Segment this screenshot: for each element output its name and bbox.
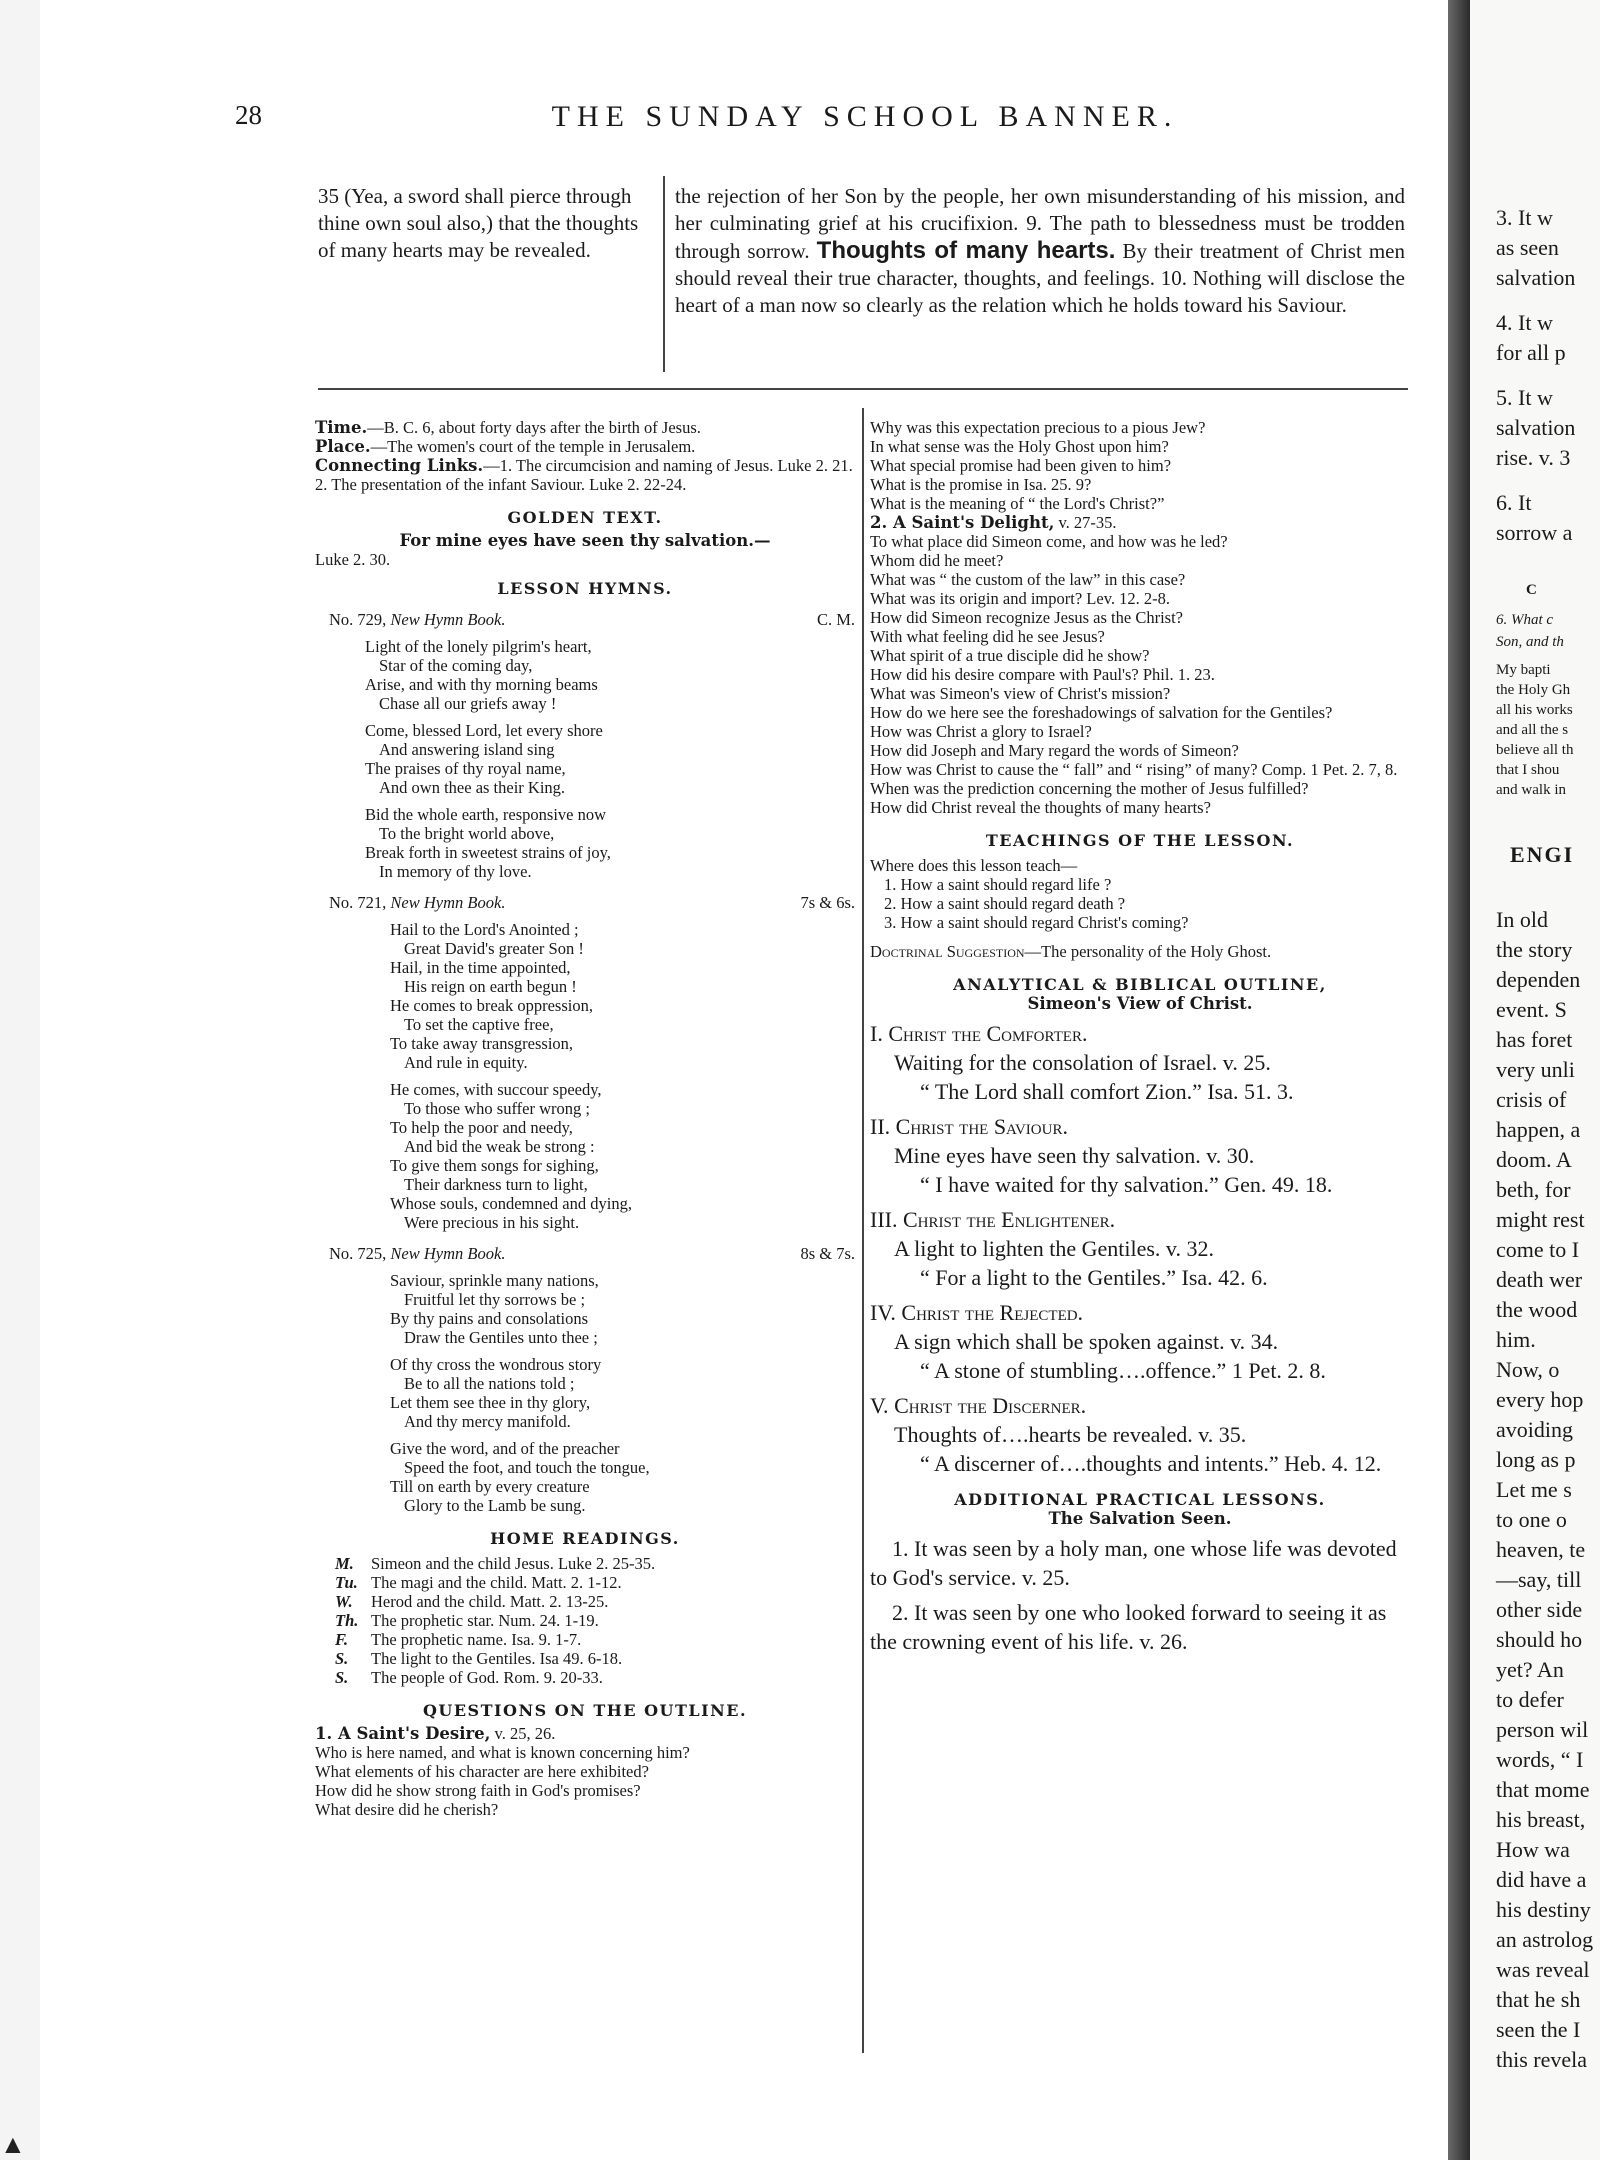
question-item: Whom did he meet?: [870, 551, 1004, 570]
question-item: How did Simeon recognize Jesus as the Christ?: [870, 608, 1183, 627]
hymn-list: [315, 610, 855, 1515]
hymn-line: To set the captive free,: [404, 1015, 554, 1034]
reading-day: Th.: [335, 1611, 359, 1630]
question-item: In what sense was the Holy Ghost upon him?: [870, 437, 1169, 456]
outline-line: Mine eyes have seen thy salvation. v. 30.: [894, 1143, 1255, 1168]
question-item: What elements of his character are here exhibited?: [315, 1762, 649, 1781]
teaching-item: 2. How a saint should regard death ?: [884, 894, 1126, 913]
outline-line: A light to lighten the Gentiles. v. 32.: [894, 1236, 1214, 1261]
reading-text: The people of God. Rom. 9. 20-33.: [371, 1668, 603, 1687]
facing-page-fragment: [1470, 0, 1600, 2160]
hymn-line: Come, blessed Lord, let every shore: [365, 721, 603, 740]
hymn-line: And thy mercy manifold.: [404, 1412, 571, 1431]
hymn-line: And own thee as their King.: [379, 778, 566, 797]
hymn-line: Fruitful let thy sorrows be ;: [404, 1290, 586, 1309]
reading-day: S.: [335, 1649, 349, 1668]
facing-page-text: doom. A: [1496, 1147, 1572, 1172]
facing-page-text: all his works: [1496, 702, 1573, 718]
hymn-line: Glory to the Lamb be sung.: [404, 1496, 586, 1515]
left-column: [315, 418, 855, 1819]
hymn-number: [329, 893, 505, 912]
golden-text-heading: GOLDEN TEXT.: [507, 508, 663, 527]
facing-page-text: 6. It: [1496, 490, 1532, 515]
facing-page-text: 3. It w: [1496, 205, 1553, 230]
hymn-no: No. 729,: [329, 610, 387, 629]
hymn-line: Whose souls, condemned and dying,: [390, 1194, 632, 1213]
additional-lessons-list: [870, 1534, 1410, 1656]
hymn-line: Bid the whole earth, responsive now: [365, 805, 607, 824]
facing-page-text: 4. It w: [1496, 310, 1553, 335]
hymn-meter: C. M.: [816, 610, 855, 629]
question-item: What special promise had been given to him?: [870, 456, 1172, 475]
facing-page-text: the story: [1496, 937, 1573, 962]
outline-title-text: Christ the Saviour.: [895, 1114, 1068, 1139]
home-reading-item: [335, 1554, 855, 1573]
golden-text-ref: Luke 2. 30.: [315, 550, 391, 569]
commentary-text-2: By their treatment of Christ men should reveal their true character, thoughts, and feelings. 10. Nothing will disclose the heart of a man now so clearly as the relation which he holds toward his Saviour.: [675, 239, 1406, 317]
hymn-line: And bid the weak be strong :: [404, 1137, 595, 1156]
hymn-line: By thy pains and consolations: [390, 1309, 588, 1328]
facing-page-text: rise. v. 3: [1496, 445, 1571, 470]
additional-lesson-item: 1. It was seen by a holy man, one whose life was devoted to God's service. v. 25.: [870, 1536, 1397, 1590]
facing-page-text: for all p: [1496, 340, 1566, 365]
facing-page-text: him.: [1496, 1327, 1536, 1352]
hymn-line: Of thy cross the wondrous story: [390, 1355, 602, 1374]
hymn-stanza: [315, 1355, 855, 1431]
facing-page-text: was reveal: [1496, 1957, 1590, 1982]
outline-numeral: I.: [870, 1021, 883, 1046]
hymn-stanza: [315, 1080, 855, 1232]
question-section-2-title: 2. A Saint's Delight, v. 27-35.: [870, 513, 1117, 532]
commentary: [675, 183, 1405, 319]
teachings-list: [870, 875, 1410, 932]
left-margin: [0, 0, 40, 2160]
hymn-line: Arise, and with thy morning beams: [365, 675, 598, 694]
horizontal-rule: [318, 388, 1408, 390]
commentary-heading: Thoughts of many hearts.: [816, 237, 1116, 264]
facing-page-text: person wil: [1496, 1717, 1589, 1742]
hymn-line: Light of the lonely pilgrim's heart,: [365, 637, 592, 656]
hymn-line: And rule in equity.: [404, 1053, 528, 1072]
hymn-line: Give the word, and of the preacher: [390, 1439, 620, 1458]
hymn-header: [315, 610, 855, 629]
hymn-line: He comes, with succour speedy,: [390, 1080, 602, 1099]
hymn-line: He comes to break oppression,: [390, 996, 593, 1015]
hymn-line: Draw the Gentiles unto thee ;: [404, 1328, 598, 1347]
outline-subheading: Simeon's View of Christ.: [1027, 994, 1253, 1013]
facing-page-text: should ho: [1496, 1627, 1583, 1652]
hymn-header: [315, 893, 855, 912]
hymn-meter: 8s & 7s.: [800, 1244, 855, 1263]
corner-cursor-icon: ▲: [0, 2130, 26, 2159]
outline-numeral: IV.: [870, 1300, 896, 1325]
facing-page-text: very unli: [1496, 1057, 1575, 1082]
hymn-no: No. 725,: [329, 1244, 387, 1263]
question-section-1-title: 1. A Saint's Desire, v. 25, 26.: [315, 1724, 556, 1743]
facing-page-text: happen, a: [1496, 1117, 1581, 1142]
facing-page-text: C: [1526, 582, 1537, 598]
facing-page-text: salvation: [1496, 265, 1576, 290]
question-item: Who is here named, and what is known concerning him?: [315, 1743, 690, 1762]
teachings-intro: Where does this lesson teach—: [870, 856, 1078, 875]
right-column: [870, 418, 1410, 1656]
outline-title: [870, 1205, 1410, 1234]
home-reading-item: [335, 1668, 855, 1687]
hymn-line: His reign on earth begun !: [404, 977, 577, 996]
hymn-book: New Hymn Book.: [390, 893, 506, 912]
home-reading-item: [335, 1573, 855, 1592]
question-item: How did he show strong faith in God's promises?: [315, 1781, 641, 1800]
hymn-book: New Hymn Book.: [390, 1244, 506, 1263]
hymn-line: Hail, in the time appointed,: [390, 958, 571, 977]
facing-page-text: other side: [1496, 1597, 1583, 1622]
facing-page-text: dependen: [1496, 967, 1581, 992]
page-header: [235, 100, 1425, 150]
facing-page-text: death wer: [1496, 1267, 1583, 1292]
outline-quote: “ I have waited for thy salvation.” Gen. 49. 18.: [920, 1172, 1333, 1197]
question-list-2: [870, 532, 1410, 817]
hymn-book: New Hymn Book.: [390, 610, 506, 629]
hymn-line: Hail to the Lord's Anointed ;: [390, 920, 579, 939]
facing-page-text: as seen: [1496, 235, 1559, 260]
facing-page-text: his breast,: [1496, 1807, 1586, 1832]
reading-day: S.: [335, 1668, 349, 1687]
links-paragraph: Connecting Links.—1. The circumcision and naming of Jesus. Luke 2. 21. 2. The presentation of the infant Saviour. Luke 2. 22-24.: [315, 456, 853, 494]
facing-page-text: an astrolog: [1496, 1927, 1594, 1952]
outline-title: [870, 1298, 1410, 1327]
hymn-line: To give them songs for sighing,: [390, 1156, 599, 1175]
hymn-stanza: [315, 721, 855, 797]
facing-page-text: did have a: [1496, 1867, 1587, 1892]
facing-page-text: crisis of: [1496, 1087, 1567, 1112]
facing-page-text: long as p: [1496, 1447, 1576, 1472]
facing-page-text: words, “ I: [1496, 1747, 1584, 1772]
lesson-hymns-heading: LESSON HYMNS.: [497, 579, 673, 598]
hymn-line: Chase all our griefs away !: [379, 694, 557, 713]
hymn-line: Saviour, sprinkle many nations,: [390, 1271, 599, 1290]
hymn-meter: 7s & 6s.: [800, 893, 855, 912]
facing-page-text: to one o: [1496, 1507, 1567, 1532]
outline-heading: ANALYTICAL & BIBLICAL OUTLINE,: [953, 975, 1327, 994]
outline-quote: “ For a light to the Gentiles.” Isa. 42. 6.: [920, 1265, 1268, 1290]
facing-page-text: every hop: [1496, 1387, 1584, 1412]
home-readings-list: [315, 1554, 855, 1687]
teaching-item: 1. How a saint should regard life ?: [884, 875, 1112, 894]
facing-page-text: his destiny: [1496, 1897, 1591, 1922]
facing-page-text: How wa: [1496, 1837, 1570, 1862]
teaching-item: 3. How a saint should regard Christ's coming?: [884, 913, 1189, 932]
hymn-header: [315, 1244, 855, 1263]
column-divider-main: [862, 408, 864, 2053]
reading-text: Simeon and the child Jesus. Luke 2. 25-35.: [371, 1554, 656, 1573]
question-item: What was “ the custom of the law” in this case?: [870, 570, 1186, 589]
time-paragraph: Time.—B. C. 6, about forty days after the birth of Jesus.: [315, 418, 701, 437]
facing-page-text: the Holy Gh: [1496, 682, 1571, 698]
question-item: What is the meaning of “ the Lord's Christ?”: [870, 494, 1165, 513]
golden-text: For mine eyes have seen thy salvation.—: [399, 531, 771, 550]
hymn-number: [329, 1244, 505, 1263]
question-item: How did Christ reveal the thoughts of many hearts?: [870, 798, 1211, 817]
hymn-line: Their darkness turn to light,: [404, 1175, 588, 1194]
reading-day: Tu.: [335, 1573, 358, 1592]
facing-page-text: has foret: [1496, 1027, 1573, 1052]
doctrinal-suggestion: Doctrinal Suggestion—The personality of the Holy Ghost.: [870, 942, 1272, 961]
hymn-line: The praises of thy royal name,: [365, 759, 566, 778]
hymn-line: To take away transgression,: [390, 1034, 574, 1053]
book-spine: [1448, 0, 1470, 2160]
question-item: What spirit of a true disciple did he show?: [870, 646, 1150, 665]
reading-text: The light to the Gentiles. Isa 49. 6-18.: [371, 1649, 623, 1668]
additional-lesson-item: 2. It was seen by one who looked forward to seeing it as the crowning event of his life. v. 26.: [870, 1600, 1387, 1654]
outline-title-text: Christ the Rejected.: [901, 1300, 1084, 1325]
hymn-stanza: [315, 805, 855, 881]
hymn-line: Speed the foot, and touch the tongue,: [404, 1458, 650, 1477]
additional-lessons-subheading: The Salvation Seen.: [1048, 1509, 1232, 1528]
question-item: What desire did he cherish?: [315, 1800, 499, 1819]
facing-page-text: Let me s: [1496, 1477, 1572, 1502]
facing-page-text: that he sh: [1496, 1987, 1581, 2012]
question-item: What was its origin and import? Lev. 12. 2-8.: [870, 589, 1170, 608]
facing-page-text: avoiding: [1496, 1417, 1573, 1442]
facing-page-text: and all the s: [1496, 722, 1569, 738]
outline-quote: “ The Lord shall comfort Zion.” Isa. 51. 3.: [920, 1079, 1294, 1104]
scripture-verse: 35 (Yea, a sword shall pierce through thine own soul also,) that the thoughts of many hearts may be revealed.: [318, 184, 639, 262]
home-reading-item: [335, 1592, 855, 1611]
facing-page-text: the wood: [1496, 1297, 1578, 1322]
facing-page-text: My bapti: [1496, 662, 1551, 678]
facing-page-text: heaven, te: [1496, 1537, 1586, 1562]
home-reading-item: [335, 1611, 855, 1630]
outline-numeral: III.: [870, 1207, 898, 1232]
outline-quote: “ A stone of stumbling….offence.” 1 Pet. 2. 8.: [920, 1358, 1326, 1383]
facing-page-text: Son, and th: [1496, 634, 1564, 650]
page-number: 28: [235, 100, 262, 130]
hymn-stanza: [315, 1439, 855, 1515]
hymn-line: Star of the coming day,: [379, 656, 533, 675]
facing-page-text: believe all th: [1496, 742, 1574, 758]
additional-lessons-heading: ADDITIONAL PRACTICAL LESSONS.: [954, 1490, 1326, 1509]
questions-heading: QUESTIONS ON THE OUTLINE.: [422, 1701, 748, 1720]
facing-page-text: this revela: [1496, 2047, 1588, 2072]
hymn-line: To those who suffer wrong ;: [404, 1099, 590, 1118]
hymn-line: Great David's greater Son !: [404, 939, 584, 958]
question-item: How do we here see the foreshadowings of salvation for the Gentiles?: [870, 703, 1333, 722]
outline-title-text: Christ the Comforter.: [888, 1021, 1088, 1046]
hymn-stanza: [315, 1271, 855, 1347]
commentary-text-1: the rejection of her Son by the people, her own misunderstanding of his mission, and her culminating grief at his crucifixion. 9. The path to blessedness must be trodden through sorrow.: [675, 184, 1405, 263]
facing-page-text: that I shou: [1496, 762, 1560, 778]
reading-text: Herod and the child. Matt. 2. 13-25.: [371, 1592, 609, 1611]
facing-page-text: to defer: [1496, 1687, 1564, 1712]
outline-line: Thoughts of….hearts be revealed. v. 35.: [894, 1422, 1247, 1447]
outline-line: Waiting for the consolation of Israel. v. 25.: [894, 1050, 1271, 1075]
reading-text: The prophetic name. Isa. 9. 1-7.: [371, 1630, 582, 1649]
question-item: When was the prediction concerning the mother of Jesus fulfilled?: [870, 779, 1309, 798]
facing-page-text: seen the I: [1496, 2017, 1581, 2042]
question-item: How did Joseph and Mary regard the words of Simeon?: [870, 741, 1239, 760]
hymn-line: Break forth in sweetest strains of joy,: [365, 843, 611, 862]
question-item: What is the promise in Isa. 25. 9?: [870, 475, 1092, 494]
facing-page-text: In old: [1496, 907, 1548, 932]
reading-text: The prophetic star. Num. 24. 1-19.: [371, 1611, 599, 1630]
reading-text: The magi and the child. Matt. 2. 1-12.: [371, 1573, 622, 1592]
home-reading-item: [335, 1630, 855, 1649]
place-paragraph: Place.—The women's court of the temple in Jerusalem.: [315, 437, 696, 456]
hymn-no: No. 721,: [329, 893, 387, 912]
question-list-1-part-a: [315, 1743, 855, 1819]
question-item: How did his desire compare with Paul's? Phil. 1. 23.: [870, 665, 1215, 684]
home-reading-item: [335, 1649, 855, 1668]
question-item: With what feeling did he see Jesus?: [870, 627, 1105, 646]
reading-day: F.: [335, 1630, 349, 1649]
question-item: How was Christ a glory to Israel?: [870, 722, 1092, 741]
facing-page-text: sorrow a: [1496, 520, 1573, 545]
question-item: To what place did Simeon come, and how was he led?: [870, 532, 1228, 551]
hymn-line: To the bright world above,: [379, 824, 555, 843]
outline-title: [870, 1112, 1410, 1141]
outline-numeral: V.: [870, 1393, 889, 1418]
outline-title: [870, 1391, 1410, 1420]
hymn-stanza: [315, 637, 855, 713]
hymn-line: In memory of thy love.: [379, 862, 532, 881]
hymn-line: To help the poor and needy,: [390, 1118, 573, 1137]
facing-page-text: Now, o: [1496, 1357, 1560, 1382]
outline-title-text: Christ the Discerner.: [894, 1393, 1087, 1418]
outline-numeral: II.: [870, 1114, 891, 1139]
facing-page-text: and walk in: [1496, 782, 1566, 798]
facing-page-text: —say, till: [1496, 1567, 1582, 1592]
facing-page-text: 5. It w: [1496, 385, 1553, 410]
teachings-heading: TEACHINGS OF THE LESSON.: [985, 831, 1295, 850]
column-divider-top: [663, 176, 665, 372]
outline-line: A sign which shall be spoken against. v. 34.: [894, 1329, 1279, 1354]
facing-page-text: come to I: [1496, 1237, 1580, 1262]
facing-page-text: salvation: [1496, 415, 1576, 440]
facing-page-text: event. S: [1496, 997, 1567, 1022]
facing-page-text: ENGI: [1510, 842, 1575, 867]
reading-day: M.: [335, 1554, 354, 1573]
hymn-line: Let them see thee in thy glory,: [390, 1393, 591, 1412]
facing-page-text: that mome: [1496, 1777, 1590, 1802]
outline-title-text: Christ the Enlightener.: [902, 1207, 1116, 1232]
hymn-line: Were precious in his sight.: [404, 1213, 580, 1232]
reading-day: W.: [335, 1592, 353, 1611]
question-item: What was Simeon's view of Christ's mission?: [870, 684, 1171, 703]
facing-page-text: might rest: [1496, 1207, 1585, 1232]
page-title: THE SUNDAY SCHOOL BANNER.: [551, 100, 1179, 133]
hymn-line: And answering island sing: [379, 740, 555, 759]
hymn-number: [329, 610, 505, 629]
facing-page-text: beth, for: [1496, 1177, 1571, 1202]
hymn-line: Till on earth by every creature: [390, 1477, 590, 1496]
facing-page-text: yet? An: [1496, 1657, 1564, 1682]
outline-list: [870, 1019, 1410, 1478]
question-list-1-part-b: [870, 418, 1410, 513]
question-item: How was Christ to cause the “ fall” and “ rising” of many? Comp. 1 Pet. 2. 7, 8.: [870, 760, 1398, 779]
question-item: Why was this expectation precious to a pious Jew?: [870, 418, 1206, 437]
facing-page-text: 6. What c: [1496, 612, 1554, 628]
hymn-line: Be to all the nations told ;: [404, 1374, 575, 1393]
hymn-stanza: [315, 920, 855, 1072]
outline-quote: “ A discerner of….thoughts and intents.” Heb. 4. 12.: [920, 1451, 1382, 1476]
home-readings-heading: HOME READINGS.: [490, 1529, 680, 1548]
outline-title: [870, 1019, 1410, 1048]
